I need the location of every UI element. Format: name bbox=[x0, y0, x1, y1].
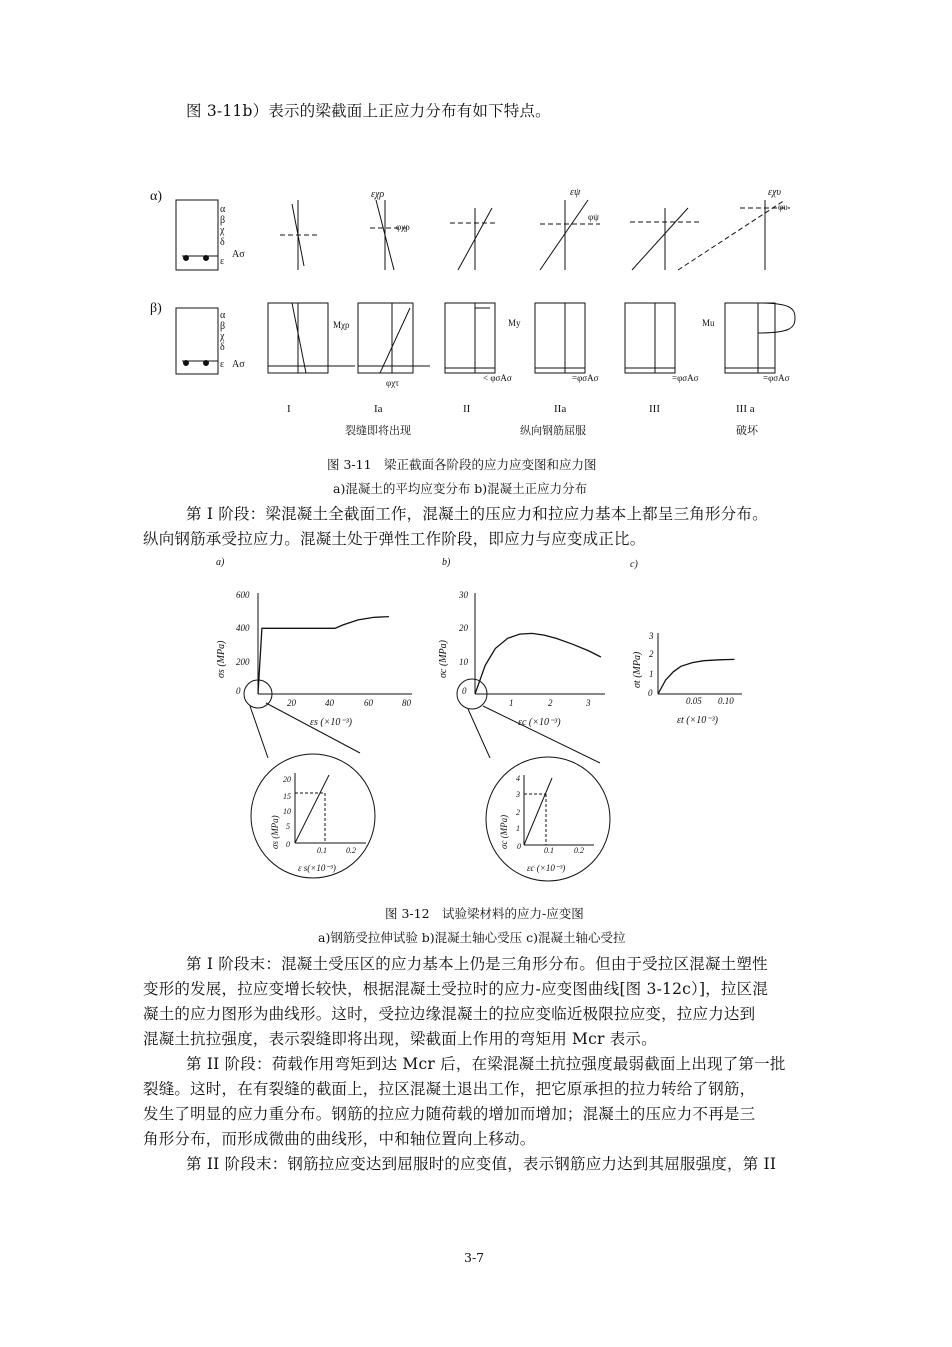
intro-text: 图 3-11b）表示的梁截面上正应力分布有如下特点。 bbox=[186, 102, 551, 120]
inset-a-ytick-15: 15 bbox=[283, 792, 291, 801]
moment-label-mu: Mu bbox=[702, 318, 715, 328]
para1-line1: 第 I 阶段：梁混凝土全截面工作，混凝土的压应力和拉应力基本上都呈三角形分布。 bbox=[186, 505, 768, 523]
chart-a-ytick-400: 400 bbox=[236, 623, 250, 633]
fig311-caption: 图 3-11 梁正截面各阶段的应力应变图和应力图 bbox=[327, 457, 597, 472]
chart-a-ylabel: σs (MPa) bbox=[216, 640, 227, 678]
chart-b-ytick-20: 20 bbox=[459, 623, 468, 633]
fig311-subcaption: a)混凝土的平均应变分布 b)混凝土正应力分布 bbox=[333, 481, 588, 496]
inset-a-xtick-01: 0.1 bbox=[317, 846, 327, 855]
chart-c-series-line bbox=[658, 659, 734, 694]
fig312-subcaption: a)钢筋受拉伸试验 b)混凝土轴心受压 c)混凝土轴心受拉 bbox=[318, 930, 626, 945]
para4-line1: 第 II 阶段末：钢筋拉应变达到屈服时的应变值，表示钢筋应力达到其屈服强度，第 II bbox=[186, 1155, 777, 1173]
inset-b-ytick-4: 4 bbox=[516, 774, 520, 783]
section-label-As: Aσ bbox=[232, 249, 245, 260]
chart-b-series-line bbox=[475, 633, 601, 694]
moment-label-my: My bbox=[508, 318, 521, 328]
inset-a-xtick-02: 0.2 bbox=[346, 846, 356, 855]
chart-b-xtick-3: 3 bbox=[586, 698, 591, 708]
chart-a-xtick-80: 80 bbox=[402, 698, 411, 708]
chart-a-xtick-40: 40 bbox=[325, 698, 334, 708]
strain-label-phiy: φψ bbox=[588, 212, 599, 222]
chart-b-axes bbox=[475, 593, 605, 694]
chart-b-origin: 0 bbox=[462, 686, 467, 696]
inset-b-ytick-2: 2 bbox=[516, 808, 520, 817]
svg-text:β: β bbox=[220, 321, 226, 332]
stage-II: II bbox=[463, 403, 471, 415]
chart-a-xlabel: εs (×10⁻³) bbox=[310, 717, 353, 728]
moment-label-mcr: Mχρ bbox=[333, 320, 350, 330]
inset-b-xtick-02: 0.2 bbox=[574, 846, 584, 855]
chart-c-xtick-005: 0.05 bbox=[686, 696, 702, 706]
inset-b-ytick-1: 1 bbox=[516, 824, 520, 833]
chart-c-xtick-010: 0.10 bbox=[718, 696, 734, 706]
bottom-label-eq1: =φσAσ bbox=[572, 373, 599, 383]
inset-b-ytick-3: 3 bbox=[516, 790, 520, 799]
para2-line3: 凝土的应力图形为曲线形。这时，受拉边缘混凝土的拉应变临近极限拉应变，拉应力达到 bbox=[143, 1005, 756, 1023]
stage-IIIa: III a bbox=[736, 403, 755, 415]
bottom-label-phict: φχτ bbox=[386, 378, 399, 388]
svg-text:α: α bbox=[220, 310, 226, 321]
inset-a-ytick-10: 10 bbox=[283, 807, 291, 816]
chart-c-ytick-3: 3 bbox=[649, 631, 654, 641]
page-number: 3-7 bbox=[464, 1250, 485, 1265]
stage-note-crack: 裂缝即将出现 bbox=[345, 424, 411, 437]
section-label-epsilon: ε bbox=[220, 256, 225, 267]
strain-label-phicr: φχρ bbox=[396, 222, 410, 232]
stress-diagrams bbox=[268, 303, 795, 373]
chart-b-ytick-10: 10 bbox=[459, 657, 468, 667]
chart-b-xlabel: εc (×10⁻³) bbox=[518, 717, 561, 728]
chart-c-axes bbox=[658, 633, 742, 694]
chart-b-ytick-30: 30 bbox=[459, 590, 468, 600]
svg-text:χ: χ bbox=[220, 331, 225, 342]
panel-b-label: b) bbox=[442, 557, 451, 568]
stage-I: I bbox=[287, 403, 291, 415]
strain-label-eu: εχυ bbox=[768, 187, 781, 198]
bottom-label-eq2: =φσAσ bbox=[672, 373, 699, 383]
chart-c-xlabel: εt (×10⁻³) bbox=[677, 715, 718, 726]
stage-note-yield: 纵向钢筋屈服 bbox=[520, 424, 586, 437]
fig312-caption: 图 3-12 试验梁材料的应力-应变图 bbox=[385, 906, 584, 921]
para1-line2: 纵向钢筋承受拉应力。混凝土处于弹性工作阶段，即应力与应变成正比。 bbox=[143, 530, 646, 548]
section-label-alpha: α bbox=[220, 204, 226, 215]
para2-line2: 变形的发展，拉应变增长较快，根据混凝土受拉时的应力-应变图曲线[图 3-12c）]，拉区混 bbox=[143, 980, 769, 998]
para2-line4: 混凝土抗拉强度，表示裂缝即将出现，梁截面上作用的弯矩用 Mcr 表示。 bbox=[143, 1030, 657, 1048]
para3-line2: 裂缝。这时，在有裂缝的截面上，拉区混凝土退出工作，把它原承担的拉力转给了钢筋， bbox=[143, 1080, 756, 1098]
stage-III: III bbox=[649, 403, 660, 415]
cross-section-a bbox=[176, 200, 218, 270]
stage-note-failure: 破坏 bbox=[736, 424, 758, 437]
strain-label-ey: εψ bbox=[570, 187, 581, 198]
inset-b-xlabel: εc (×10⁻³) bbox=[527, 863, 566, 873]
panel-c-label: c) bbox=[630, 559, 638, 570]
para3-line1: 第 II 阶段：荷载作用弯矩到达 Mcr 后，在梁混凝土抗拉强度最弱截面上出现了第一批 bbox=[186, 1055, 786, 1073]
inset-b-origin: 0 bbox=[517, 842, 521, 851]
chart-a-axes bbox=[258, 593, 412, 694]
para3-line3: 发生了明显的应力重分布。钢筋的拉应力随荷载的增加而增加；混凝土的压应力不再是三 bbox=[143, 1105, 756, 1123]
row-a-label: α) bbox=[150, 189, 162, 204]
svg-text:Aσ: Aσ bbox=[232, 359, 245, 370]
figure-3-11 bbox=[140, 178, 820, 443]
bottom-label-eq3: =φσAσ bbox=[763, 373, 790, 383]
inset-b-ylabel: σc (MPa) bbox=[499, 814, 509, 849]
panel-a-label: a) bbox=[216, 557, 225, 568]
stage-IIa: IIa bbox=[554, 403, 567, 415]
inset-a-ytick-20: 20 bbox=[283, 775, 291, 784]
strain-diagrams bbox=[280, 200, 790, 270]
chart-a-series bbox=[258, 617, 389, 694]
chart-a-series-line bbox=[258, 617, 389, 694]
bottom-label-lt: < φσAσ bbox=[483, 373, 512, 383]
chart-c-ytick-1: 1 bbox=[649, 669, 654, 679]
section-label-delta: δ bbox=[220, 237, 225, 248]
svg-text:ε: ε bbox=[220, 359, 225, 370]
chart-c-series bbox=[658, 659, 734, 694]
svg-text:δ: δ bbox=[220, 342, 225, 353]
strain-label-phiu: φυ bbox=[778, 202, 788, 212]
para2-line1: 第 I 阶段末：混凝土受压区的应力基本上仍是三角形分布。但由于受拉区混凝土塑性 bbox=[186, 955, 768, 973]
chart-a-xtick-20: 20 bbox=[287, 698, 296, 708]
figure-3-12 bbox=[200, 553, 760, 888]
inset-a-ylabel: σs (MPa) bbox=[270, 815, 280, 849]
chart-b-ylabel: σc (MPa) bbox=[438, 640, 449, 678]
chart-b-series bbox=[475, 633, 601, 694]
row-b-label: β) bbox=[150, 301, 162, 316]
cross-section-b bbox=[176, 308, 218, 374]
chart-a-ytick-600: 600 bbox=[236, 590, 250, 600]
chart-c-ylabel: σt (MPa) bbox=[632, 651, 643, 688]
inset-b-xtick-01: 0.1 bbox=[544, 846, 554, 855]
chart-c-ytick-2: 2 bbox=[649, 649, 654, 659]
section-label-beta: β bbox=[220, 215, 226, 226]
stage-Ia: Ia bbox=[374, 403, 383, 415]
chart-a-xtick-60: 60 bbox=[364, 698, 373, 708]
inset-a-xlabel: ε s(×10⁻³) bbox=[298, 863, 336, 873]
chart-b-xtick-1: 1 bbox=[509, 698, 514, 708]
strain-label-ecr: εχρ bbox=[371, 189, 385, 200]
inset-a-origin: 0 bbox=[286, 840, 290, 849]
section-label-chi: χ bbox=[220, 225, 225, 236]
inset-a-ytick-5: 5 bbox=[286, 822, 290, 831]
chart-a-origin: 0 bbox=[236, 686, 241, 696]
chart-c-origin: 0 bbox=[648, 688, 653, 698]
para3-line4: 角形分布，而形成微曲的曲线形，中和轴位置向上移动。 bbox=[143, 1130, 536, 1148]
chart-a-ytick-200: 200 bbox=[236, 657, 250, 667]
chart-b-xtick-2: 2 bbox=[548, 698, 553, 708]
